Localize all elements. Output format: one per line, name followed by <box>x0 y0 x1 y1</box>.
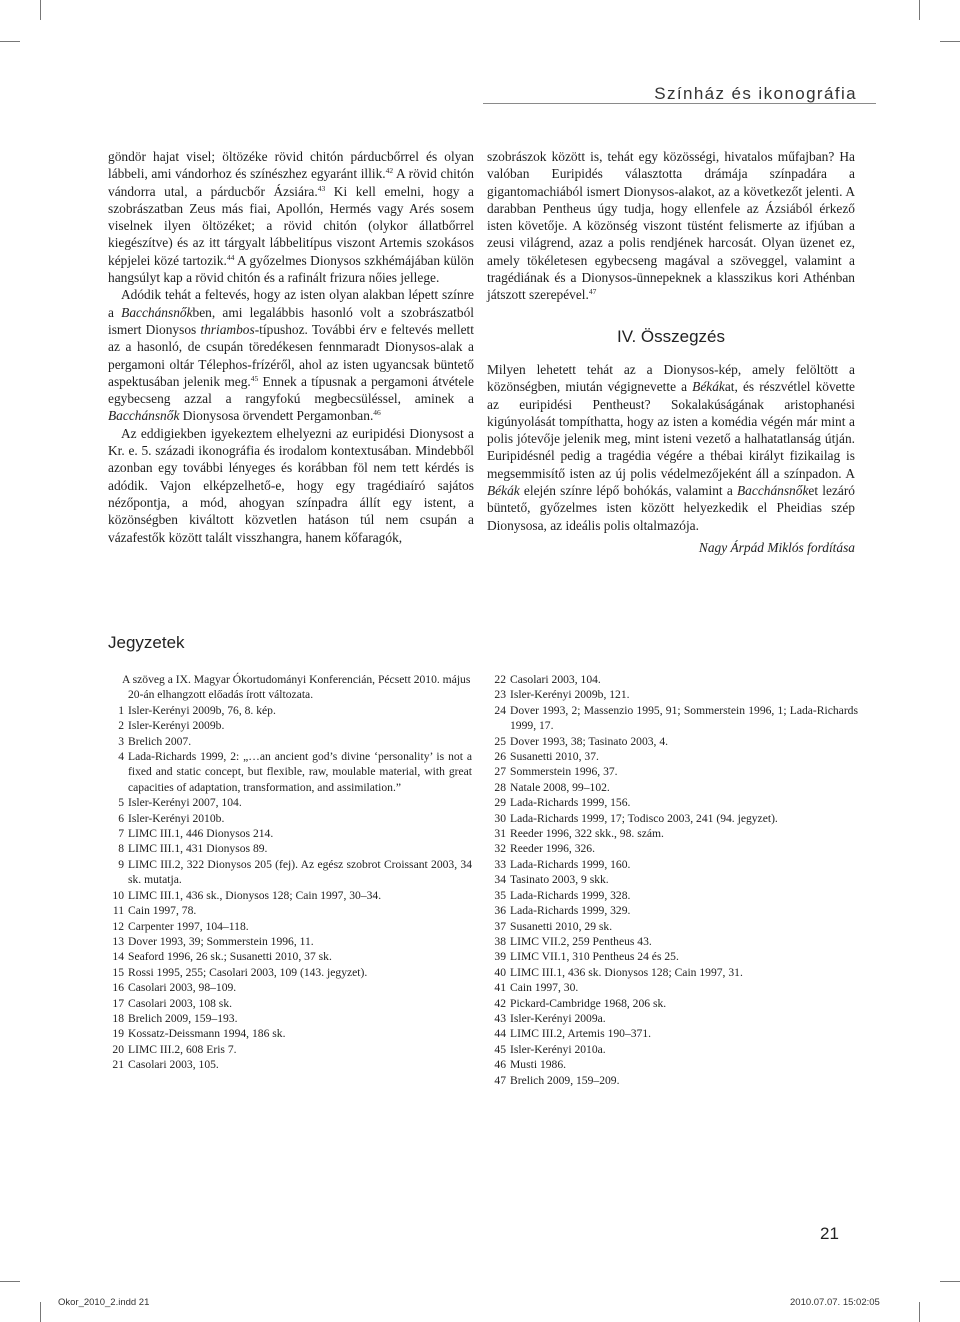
note-item <box>488 903 858 918</box>
note-number: 30 <box>494 811 506 825</box>
note-number: 32 <box>494 842 506 856</box>
note-text: Rossi 1995, 255; Casolari 2003, 109 (143. jegyzet). <box>128 965 368 979</box>
note-text: Isler-Kerényi 2009b, 76, 8. kép. <box>128 703 276 717</box>
note-number: 43 <box>494 1011 506 1025</box>
note-text: LIMC III.2, 608 Eris 7. <box>128 1042 237 1056</box>
running-title: Színház és ikonográfia <box>654 84 857 103</box>
note-item <box>488 764 858 779</box>
note-number: 37 <box>494 919 506 933</box>
note-text: Brelich 2007. <box>128 734 192 748</box>
note-text: Isler-Kerényi 2007, 104. <box>128 796 242 810</box>
note-text: LIMC III.1, 431 Dionysos 89. <box>128 842 268 856</box>
note-item <box>488 795 858 810</box>
note-text: Musti 1986. <box>510 1058 567 1072</box>
note-number: 1 <box>118 703 124 717</box>
notes-column-left <box>108 672 472 1073</box>
note-item <box>488 888 858 903</box>
crop-mark <box>919 1302 920 1322</box>
note-number: 18 <box>112 1011 124 1025</box>
note-number: 4 <box>118 750 124 764</box>
note-number: 45 <box>494 1042 506 1056</box>
note-item <box>488 1073 858 1088</box>
note-text: Casolari 2003, 108 sk. <box>128 996 233 1010</box>
note-text: LIMC III.2, Artemis 190–371. <box>510 1027 652 1041</box>
note-item <box>108 996 472 1011</box>
crop-mark <box>0 41 20 42</box>
note-number: 9 <box>118 857 124 871</box>
note-number: 19 <box>112 1027 124 1041</box>
note-item <box>488 687 858 702</box>
body-paragraph: Adódik tehát a feltevés, hogy az isten olyan alakban lépett színre a Bacchánsnőkben, ami legalábbis hasonló volt a szobrászatból ismert Dionysos thriambos-típushoz. További érv e feltevés mellett az a hasonló, de csupán töredékesen fennmaradt Dionysos-alak a pergamoni oltár Télephos-frízéről, ahol az isten ugyancsak büntető aspektusában jelenik meg.$^{45}$ Ennek a típusnak a pergamoni átvétele egybecseng azzal a rangyfokú megbecsüléssel, aminek a Bacchánsnők Dionysosa örvendett Pergamonban.$^{46}$ <box>108 287 475 424</box>
note-text: LIMC III.2, 322 Dionysos 205 (fej). Az egész szobrot Croissant 2003, 34 sk. mutatja. <box>128 857 472 887</box>
note-number: 23 <box>494 688 506 702</box>
note-text: Carpenter 1997, 104–118. <box>128 919 249 933</box>
note-item <box>488 919 858 934</box>
note-text: Susanetti 2010, 29 sk. <box>510 919 613 933</box>
note-number: 40 <box>494 965 506 979</box>
note-text: Cain 1997, 78. <box>128 904 197 918</box>
note-number: 25 <box>494 734 506 748</box>
note-item <box>108 826 472 841</box>
note-item <box>488 949 858 964</box>
notes-column-right <box>488 672 858 1088</box>
note-item <box>108 841 472 856</box>
note-item <box>108 1026 472 1041</box>
note-text: Kossatz-Deissmann 1994, 186 sk. <box>128 1027 286 1041</box>
body-column-left <box>108 148 474 546</box>
note-number: 47 <box>494 1073 506 1087</box>
note-text: LIMC VII.2, 259 Pentheus 43. <box>510 934 652 948</box>
note-number: 21 <box>112 1058 124 1072</box>
body-paragraph: szobrászok között is, tehát egy közösségi, hivatalos műfajban? Ha valóban Euripidés választotta drámája színpadára a gigantomachiából ismert Dionysos-alakot, az a következőt jelenti. A darabban Pentheus úgy tudja, hogy ellenfele az Ázsiából érkező isten követője. A közönség viszont tüstént felismerte az ifjúban a zeusi világrend, azaz a polis rendjének harcosát. Olyan üzenet ez, amely tökéletesen egybecseng magával a szöveggel, valamint a tragédiának és a Dionysos-ünnepeknek a klasszikus kori Athénban játszott szerepével.$^{47}$ <box>487 149 855 303</box>
note-item <box>108 1057 472 1072</box>
note-text: Isler-Kerényi 2010a. <box>510 1042 606 1056</box>
note-text: LIMC VII.1, 310 Pentheus 24 és 25. <box>510 950 679 964</box>
note-item <box>488 1042 858 1057</box>
crop-mark <box>940 41 960 42</box>
crop-mark <box>40 1302 41 1322</box>
note-number: 5 <box>118 796 124 810</box>
notes-list-left <box>108 703 472 1073</box>
note-number: 8 <box>118 842 124 856</box>
note-text: Sommerstein 1996, 37. <box>510 765 618 779</box>
note-number: 12 <box>112 919 124 933</box>
note-item <box>108 919 472 934</box>
note-text: Isler-Kerényi 2009b, 121. <box>510 688 630 702</box>
note-number: 39 <box>494 950 506 964</box>
section-paragraph: Milyen lehetett tehát az a Dionysos-kép, amely felöltött a közönségben, miután végignevette a Békákat, és részvétlel követte az euripidési Pentheust? Sokalakúságának aristophanési kigúnyolását tompíthatta, hogy az isten a komédia végén már mint a polis jótevője jelenik meg, mint isteni vezető a halhatatlanság útján. Euripidésnél pedig a tragédia végére a thébai királyt fizikailag is megsemmisítő isten az új polis védelmezőjeként áll a színpadon. A Békák elején színre lépő bohókás, valamint a Bacchánsnőket lezáró büntető, győzelmes isten között helyezkedik el Pheidias szép Dionysosa, az ideális polis oltalmazója. <box>487 361 855 533</box>
note-item <box>108 949 472 964</box>
note-number: 42 <box>494 996 506 1010</box>
crop-mark <box>40 0 41 20</box>
note-text: Casolari 2003, 104. <box>510 673 601 686</box>
note-number: 7 <box>118 827 124 841</box>
note-text: Reeder 1996, 326. <box>510 842 596 856</box>
note-item <box>488 1011 858 1026</box>
notes-heading: Jegyzetek <box>108 633 185 652</box>
note-number: 46 <box>494 1058 506 1072</box>
note-item <box>108 903 472 918</box>
note-number: 20 <box>112 1042 124 1056</box>
body-paragraph: göndör hajat visel; öltözéke rövid chitón párducbőrrel és olyan lábbeli, ami vándorhoz és színészhez egyaránt illik.$^{42}$ A rövid chitón vándorra utal, a párducbőr Ázsiára.$^{43}$ Ki kell emelni, hogy a szobrászatban Zeus más fiai, Apollón, Hermés vagy Arés sosem viselnek ilyen öltözéket; a rövid chitón (olykor állatbőrrel kiegészítve) és az itt tárgyalt lábbelitípus viszont Artemis szokásos képjelei közé tartozik.$^{44}$ A győzelmes Dionysos szkhémájában külön hangsúlyt kap a rövid chitón és a rafinált frizura nőies jellege. <box>108 149 474 286</box>
note-text: LIMC III.1, 436 sk., Dionysos 128; Cain 1997, 30–34. <box>128 888 382 902</box>
note-item <box>488 841 858 856</box>
note-item <box>488 826 858 841</box>
note-item <box>108 1042 472 1057</box>
note-number: 35 <box>494 888 506 902</box>
note-number: 26 <box>494 750 506 764</box>
note-text: Lada-Richards 1999, 329. <box>510 904 631 918</box>
slug-datetime: 2010.07.07. 15:02:05 <box>790 1297 880 1308</box>
crop-mark <box>919 0 920 20</box>
note-number: 27 <box>494 765 506 779</box>
note-item <box>488 734 858 749</box>
note-text: Lada-Richards 1999, 160. <box>510 857 631 871</box>
note-item <box>108 888 472 903</box>
note-number: 28 <box>494 780 506 794</box>
note-item <box>488 857 858 872</box>
note-item <box>108 811 472 826</box>
note-text: Reeder 1996, 322 skk., 98. szám. <box>510 827 664 841</box>
note-number: 15 <box>112 965 124 979</box>
slug-filename: Okor_2010_2.indd 21 <box>58 1297 150 1308</box>
note-number: 34 <box>494 873 506 887</box>
note-item <box>488 672 858 687</box>
note-number: 17 <box>112 996 124 1010</box>
note-item <box>108 965 472 980</box>
note-text: Cain 1997, 30. <box>510 981 579 995</box>
note-item <box>488 811 858 826</box>
note-number: 38 <box>494 934 506 948</box>
note-text: Brelich 2009, 159–193. <box>128 1011 238 1025</box>
note-text: Seaford 1996, 26 sk.; Susanetti 2010, 37 sk. <box>128 950 332 964</box>
note-number: 16 <box>112 981 124 995</box>
note-number: 14 <box>112 950 124 964</box>
note-item <box>108 795 472 810</box>
section-heading: IV. Összegzés <box>616 326 726 346</box>
note-text: Lada-Richards 1999, 17; Todisco 2003, 241 (94. jegyzet). <box>510 811 778 825</box>
note-number: 2 <box>118 719 124 733</box>
notes-intro: A szöveg a IX. Magyar Ókortudományi Konferencián, Pécsett 2010. május 20-án elhangzott előadás írott változata. <box>122 673 471 702</box>
notes-list-right <box>488 672 858 1088</box>
note-number: 11 <box>112 904 124 918</box>
note-number: 13 <box>112 934 124 948</box>
note-number: 10 <box>112 888 124 902</box>
note-text: Lada-Richards 1999, 156. <box>510 796 631 810</box>
header-rule <box>483 103 876 104</box>
note-number: 3 <box>118 734 124 748</box>
note-item <box>108 1011 472 1026</box>
note-number: 41 <box>494 981 506 995</box>
note-text: Dover 1993, 39; Sommerstein 1996, 11. <box>128 934 314 948</box>
note-item <box>108 734 472 749</box>
note-number: 33 <box>494 857 506 871</box>
note-text: Dover 1993, 38; Tasinato 2003, 4. <box>510 734 669 748</box>
note-number: 22 <box>494 673 506 686</box>
note-item <box>488 1026 858 1041</box>
note-item <box>108 703 472 718</box>
note-item <box>488 980 858 995</box>
note-item <box>488 749 858 764</box>
note-item <box>108 934 472 949</box>
note-number: 6 <box>118 811 124 825</box>
body-column-right <box>487 148 855 556</box>
note-text: Natale 2008, 99–102. <box>510 780 610 794</box>
note-text: LIMC III.1, 436 sk. Dionysos 128; Cain 1997, 31. <box>510 965 743 979</box>
note-item <box>108 857 472 888</box>
note-number: 31 <box>494 827 506 841</box>
note-text: Brelich 2009, 159–209. <box>510 1073 620 1087</box>
note-text: Lada-Richards 1999, 2: „…an ancient god’s divine ‘personality’ is not a fixed and static concept, but flexible, raw, moulable material, with great capacities of adaptation, transformation, and assimilation.” <box>128 750 472 794</box>
crop-mark <box>0 1281 20 1282</box>
note-text: Pickard-Cambridge 1968, 206 sk. <box>510 996 667 1010</box>
body-paragraph: Az eddigiekben igyekeztem elhelyezni az euripidési Dionysost a Kr. e. 5. századi ikonográfia és irodalom kontextusában. Mindebből azonban egy további lényeges és korábban föl nem tett kérdés is adódik. Vajon elképzelhető-e, hogy egy tragédiaíró sajátos nézőpontja, a mód, ahogyan színpadra állít egy istent, a közönségben kiváltott közvetlen hatáson túl nem csupán a vázafestők között talált visszhangra, hanem kőfaragók, <box>108 425 474 545</box>
note-item <box>108 749 472 795</box>
note-item <box>488 965 858 980</box>
note-item <box>488 780 858 795</box>
note-text: Tasinato 2003, 9 skk. <box>510 873 609 887</box>
note-text: Susanetti 2010, 37. <box>510 750 599 764</box>
right-paragraphs <box>487 148 855 304</box>
note-text: Casolari 2003, 105. <box>128 1058 219 1072</box>
note-number: 29 <box>494 796 506 810</box>
note-number: 44 <box>494 1027 506 1041</box>
note-item <box>488 996 858 1011</box>
note-text: Dover 1993, 2; Massenzio 1995, 91; Sommerstein 1996, 1; Lada-Richards 1999, 17. <box>510 703 858 733</box>
note-text: Isler-Kerényi 2009a. <box>510 1011 606 1025</box>
note-text: Isler-Kerényi 2009b. <box>128 719 225 733</box>
note-number: 24 <box>494 703 506 717</box>
note-item <box>488 934 858 949</box>
note-number: 36 <box>494 904 506 918</box>
note-item <box>108 980 472 995</box>
note-text: LIMC III.1, 446 Dionysos 214. <box>128 827 274 841</box>
note-text: Casolari 2003, 98–109. <box>128 981 237 995</box>
translator-credit: Nagy Árpád Miklós fordítása <box>698 539 855 555</box>
note-item <box>488 1057 858 1072</box>
page-number: 21 <box>820 1224 839 1243</box>
crop-mark <box>940 1281 960 1282</box>
note-text: Lada-Richards 1999, 328. <box>510 888 631 902</box>
note-text: Isler-Kerényi 2010b. <box>128 811 225 825</box>
note-item <box>488 872 858 887</box>
note-item <box>488 703 858 734</box>
note-item <box>108 718 472 733</box>
